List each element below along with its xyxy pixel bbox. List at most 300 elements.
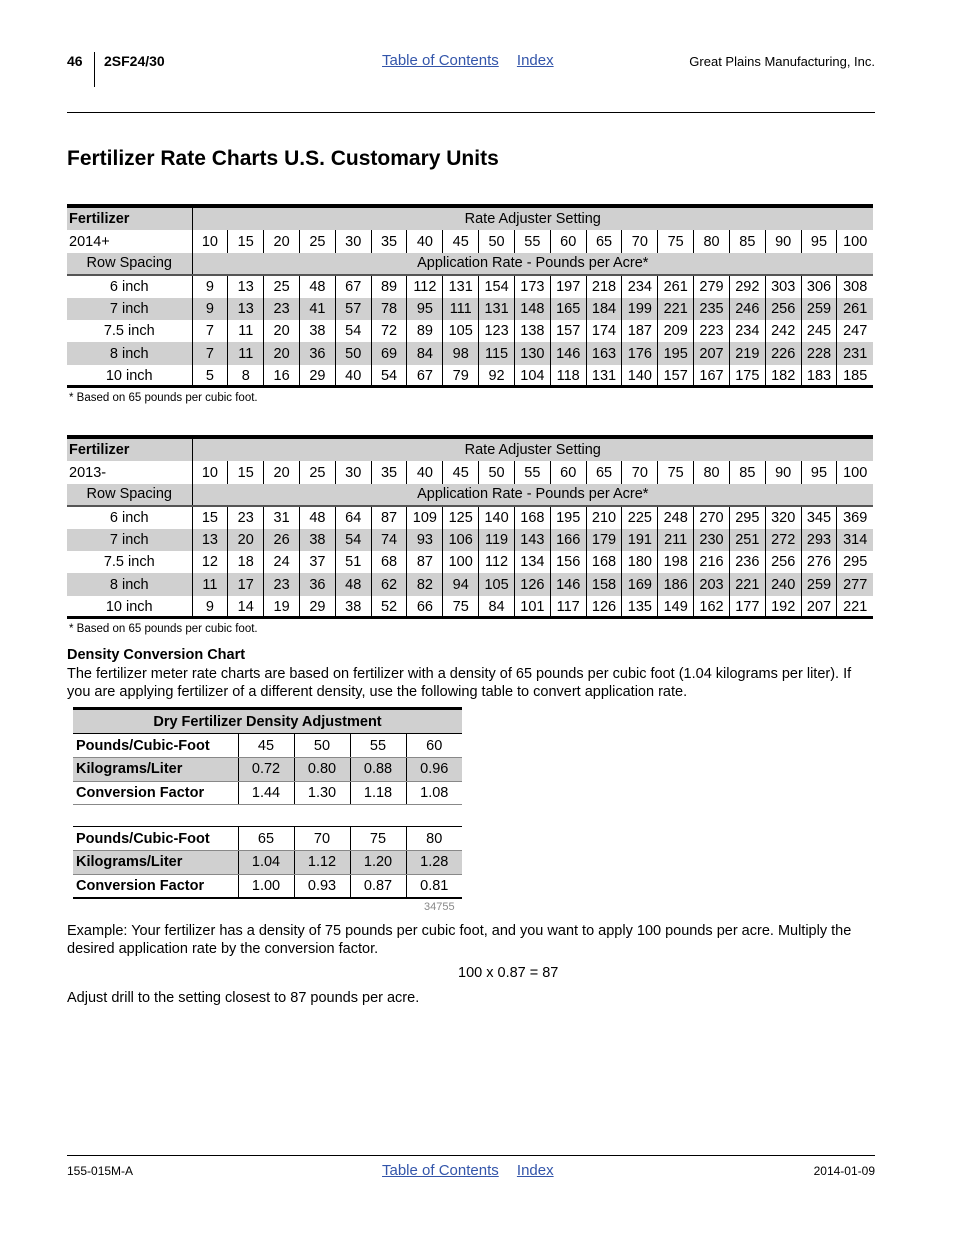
rate-setting: 35 <box>371 461 407 483</box>
rate-setting: 30 <box>335 230 371 252</box>
rate-cell: 218 <box>586 275 622 297</box>
table-row <box>73 851 462 875</box>
rate-cell: 12 <box>192 551 228 573</box>
rate-setting: 15 <box>228 230 264 252</box>
density-table-title: Dry Fertilizer Density Adjustment <box>73 710 462 734</box>
rate-setting: 90 <box>765 461 801 483</box>
footer-rule <box>67 1155 875 1156</box>
rate-cell: 173 <box>514 275 550 297</box>
table-row <box>67 551 873 573</box>
rate-setting: 10 <box>192 461 228 483</box>
rate-cell: 277 <box>837 573 873 595</box>
footer-toc-link[interactable]: Table of Contents <box>382 1162 499 1179</box>
rate-cell: 154 <box>479 275 515 297</box>
corner-label: Fertilizer <box>67 208 192 230</box>
table-row <box>67 275 873 297</box>
rate-cell: 79 <box>443 365 479 387</box>
figure-number: 34755 <box>424 901 455 913</box>
density-cell: 70 <box>294 827 350 851</box>
rate-setting: 70 <box>622 461 658 483</box>
table-row <box>73 781 462 805</box>
density-cell: 1.04 <box>238 851 294 875</box>
rate-cell: 261 <box>837 298 873 320</box>
rate-cell: 295 <box>729 506 765 528</box>
rate-cell: 146 <box>550 573 586 595</box>
table-row <box>73 827 462 851</box>
rate-cell: 242 <box>765 320 801 342</box>
rate-cell: 13 <box>228 298 264 320</box>
rate-cell: 203 <box>694 573 730 595</box>
rate-setting: 30 <box>335 461 371 483</box>
rate-cell: 126 <box>586 596 622 618</box>
rate-cell: 167 <box>694 365 730 387</box>
rate-setting: 85 <box>729 230 765 252</box>
density-cell: 1.12 <box>294 851 350 875</box>
rate-cell: 23 <box>264 573 300 595</box>
rate-cell: 106 <box>443 529 479 551</box>
rate-setting: 45 <box>443 461 479 483</box>
rate-setting: 40 <box>407 230 443 252</box>
rate-cell: 195 <box>550 506 586 528</box>
rate-setting: 70 <box>622 230 658 252</box>
rate-cell: 146 <box>550 342 586 364</box>
density-cell: 0.88 <box>350 758 406 782</box>
density-cell: 45 <box>238 734 294 758</box>
rate-cell: 156 <box>550 551 586 573</box>
density-cell: 80 <box>406 827 462 851</box>
rate-cell: 82 <box>407 573 443 595</box>
rate-setting: 15 <box>228 461 264 483</box>
page-header <box>67 50 875 90</box>
rate-cell: 163 <box>586 342 622 364</box>
rate-setting: 50 <box>479 461 515 483</box>
rate-cell: 54 <box>371 365 407 387</box>
row-spacing-label: Row Spacing <box>67 484 192 506</box>
rate-cell: 92 <box>479 365 515 387</box>
density-cell: 1.28 <box>406 851 462 875</box>
rate-cell: 37 <box>299 551 335 573</box>
rate-cell: 26 <box>264 529 300 551</box>
density-cell: 1.20 <box>350 851 406 875</box>
rate-setting: 85 <box>729 461 765 483</box>
rate-cell: 50 <box>335 342 371 364</box>
table-row <box>67 365 873 387</box>
rate-cell: 118 <box>550 365 586 387</box>
index-link[interactable]: Index <box>516 52 554 69</box>
rate-cell: 23 <box>228 506 264 528</box>
rate-setting: 90 <box>765 230 801 252</box>
rate-cell: 191 <box>622 529 658 551</box>
rate-setting: 25 <box>299 461 335 483</box>
table-row <box>73 734 462 758</box>
density-cell: 75 <box>350 827 406 851</box>
table1-footnote: * Based on 65 pounds per cubic foot. <box>69 392 258 404</box>
rate-cell: 210 <box>586 506 622 528</box>
table-row <box>67 506 873 528</box>
rate-setting: 35 <box>371 230 407 252</box>
rate-cell: 126 <box>514 573 550 595</box>
rate-cell: 93 <box>407 529 443 551</box>
rate-cell: 187 <box>622 320 658 342</box>
rate-cell: 195 <box>658 342 694 364</box>
rate-cell: 54 <box>335 529 371 551</box>
row-spacing: 6 inch <box>109 278 149 295</box>
rate-cell: 38 <box>299 529 335 551</box>
rate-cell: 231 <box>837 342 873 364</box>
rate-cell: 182 <box>765 365 801 387</box>
rate-setting: 20 <box>264 461 300 483</box>
rate-cell: 198 <box>658 551 694 573</box>
rate-cell: 20 <box>228 529 264 551</box>
rate-cell: 7 <box>192 342 228 364</box>
rate-cell: 234 <box>622 275 658 297</box>
density-cell: 0.72 <box>238 758 294 782</box>
rate-cell: 221 <box>658 298 694 320</box>
rate-cell: 245 <box>801 320 837 342</box>
rate-cell: 272 <box>765 529 801 551</box>
header-divider <box>94 52 95 87</box>
rate-cell: 303 <box>765 275 801 297</box>
rate-cell: 20 <box>264 342 300 364</box>
rate-setting: 75 <box>658 461 694 483</box>
rate-cell: 105 <box>443 320 479 342</box>
table-row <box>73 874 462 898</box>
rate-cell: 308 <box>837 275 873 297</box>
rate-cell: 184 <box>586 298 622 320</box>
rate-cell: 168 <box>514 506 550 528</box>
rate-cell: 13 <box>192 529 228 551</box>
rate-cell: 320 <box>765 506 801 528</box>
rate-cell: 66 <box>407 596 443 618</box>
rate-cell: 131 <box>586 365 622 387</box>
density-cell: 65 <box>238 827 294 851</box>
rate-cell: 165 <box>550 298 586 320</box>
table-row <box>67 342 873 364</box>
rate-setting: 75 <box>658 230 694 252</box>
rate-cell: 168 <box>586 551 622 573</box>
density-cell: 60 <box>406 734 462 758</box>
rate-cell: 67 <box>335 275 371 297</box>
rate-cell: 197 <box>550 275 586 297</box>
rate-cell: 104 <box>514 365 550 387</box>
rate-cell: 15 <box>192 506 228 528</box>
rate-cell: 78 <box>371 298 407 320</box>
rate-cell: 24 <box>264 551 300 573</box>
rate-cell: 314 <box>837 529 873 551</box>
rate-table-2013 <box>67 439 873 618</box>
application-rate-header: Application Rate - Pounds per Acre* <box>192 484 873 506</box>
rate-setting: 50 <box>479 230 515 252</box>
row-spacing: 7 inch <box>67 298 192 320</box>
table-row <box>67 529 873 551</box>
rate-cell: 235 <box>694 298 730 320</box>
rate-cell: 199 <box>622 298 658 320</box>
density-cell: 1.44 <box>238 781 294 805</box>
rate-cell: 7 <box>192 320 228 342</box>
rate-cell: 240 <box>765 573 801 595</box>
rate-cell: 176 <box>622 342 658 364</box>
rate-setting: 55 <box>514 461 550 483</box>
footer-index-link[interactable]: Index <box>516 1162 554 1179</box>
rate-cell: 125 <box>443 506 479 528</box>
rate-cell: 105 <box>479 573 515 595</box>
rate-cell: 345 <box>801 506 837 528</box>
rate-cell: 74 <box>371 529 407 551</box>
rate-cell: 9 <box>192 275 228 297</box>
page-title: Fertilizer Rate Charts U.S. Customary Units <box>67 147 499 170</box>
rate-cell: 306 <box>801 275 837 297</box>
rate-cell: 20 <box>264 320 300 342</box>
rate-setting: 65 <box>586 230 622 252</box>
row-spacing: 8 inch <box>67 342 192 364</box>
rate-cell: 228 <box>801 342 837 364</box>
rate-setting: 20 <box>264 230 300 252</box>
rate-cell: 174 <box>586 320 622 342</box>
row-spacing-label: Row Spacing <box>67 253 192 275</box>
company-name: Great Plains Manufacturing, Inc. <box>689 54 875 69</box>
rate-setting: 60 <box>550 230 586 252</box>
toc-link[interactable]: Table of Contents <box>382 52 499 69</box>
rate-cell: 84 <box>479 596 515 618</box>
density-cell: 55 <box>350 734 406 758</box>
rate-cell: 207 <box>694 342 730 364</box>
page-number: 46 <box>67 53 83 69</box>
rate-cell: 17 <box>228 573 264 595</box>
table-row <box>67 596 873 618</box>
row-spacing: 7.5 inch <box>103 554 155 571</box>
header-rule <box>67 112 875 113</box>
application-rate-header: Application Rate - Pounds per Acre* <box>192 253 873 275</box>
rate-cell: 130 <box>514 342 550 364</box>
row-spacing: 7 inch <box>67 529 192 551</box>
rate-setting: 40 <box>407 461 443 483</box>
rate-cell: 162 <box>694 596 730 618</box>
rate-cell: 25 <box>264 275 300 297</box>
rate-cell: 135 <box>622 596 658 618</box>
rate-cell: 177 <box>729 596 765 618</box>
rate-cell: 62 <box>371 573 407 595</box>
rate-cell: 207 <box>801 596 837 618</box>
rate-cell: 148 <box>514 298 550 320</box>
rate-cell: 211 <box>658 529 694 551</box>
rate-cell: 13 <box>228 275 264 297</box>
density-cell: 0.93 <box>294 874 350 898</box>
rate-cell: 276 <box>801 551 837 573</box>
density-cell: 1.00 <box>238 874 294 898</box>
rate-cell: 223 <box>694 320 730 342</box>
rate-cell: 226 <box>765 342 801 364</box>
rate-cell: 112 <box>479 551 515 573</box>
rate-cell: 293 <box>801 529 837 551</box>
rate-cell: 259 <box>801 573 837 595</box>
density-row-label: Kilograms/Liter <box>73 758 238 782</box>
rate-adjuster-header: Rate Adjuster Setting <box>192 208 873 230</box>
corner-label: Fertilizer <box>67 439 192 461</box>
rate-setting: 55 <box>514 230 550 252</box>
rate-cell: 9 <box>192 596 228 618</box>
table-row <box>67 298 873 320</box>
rate-cell: 109 <box>407 506 443 528</box>
rate-cell: 84 <box>407 342 443 364</box>
rate-cell: 67 <box>407 365 443 387</box>
rate-cell: 221 <box>837 596 873 618</box>
rate-cell: 9 <box>192 298 228 320</box>
rate-cell: 270 <box>694 506 730 528</box>
table-row <box>67 573 873 595</box>
doc-number: 155-015M-A <box>67 1164 134 1178</box>
rate-cell: 369 <box>837 506 873 528</box>
rate-cell: 261 <box>658 275 694 297</box>
rate-cell: 29 <box>299 596 335 618</box>
rate-cell: 16 <box>264 365 300 387</box>
rate-cell: 158 <box>586 573 622 595</box>
rate-cell: 134 <box>514 551 550 573</box>
rate-cell: 131 <box>443 275 479 297</box>
rate-cell: 117 <box>550 596 586 618</box>
table-row <box>67 320 873 342</box>
doc-date: 2014-01-09 <box>813 1164 875 1178</box>
rate-cell: 14 <box>228 596 264 618</box>
rate-setting: 45 <box>443 230 479 252</box>
density-cell: 1.08 <box>406 781 462 805</box>
density-cell: 0.87 <box>350 874 406 898</box>
rate-setting: 100 <box>837 461 873 483</box>
conclusion-paragraph: Adjust drill to the setting closest to 87 pounds per acre. <box>67 990 420 1006</box>
header-nav <box>382 52 568 69</box>
rate-adjuster-header: Rate Adjuster Setting <box>192 439 873 461</box>
rate-cell: 87 <box>371 506 407 528</box>
rate-cell: 41 <box>299 298 335 320</box>
rate-cell: 23 <box>264 298 300 320</box>
rate-cell: 169 <box>622 573 658 595</box>
density-cell: 1.18 <box>350 781 406 805</box>
rate-cell: 247 <box>837 320 873 342</box>
rate-cell: 40 <box>335 365 371 387</box>
rate-cell: 89 <box>407 320 443 342</box>
rate-cell: 157 <box>658 365 694 387</box>
footer-nav <box>382 1162 568 1179</box>
density-row-label: Conversion Factor <box>73 781 238 805</box>
rate-cell: 29 <box>299 365 335 387</box>
rate-cell: 111 <box>443 298 479 320</box>
rate-cell: 100 <box>443 551 479 573</box>
density-row-label: Kilograms/Liter <box>73 851 238 875</box>
density-row-label: Conversion Factor <box>73 874 238 898</box>
rate-cell: 179 <box>586 529 622 551</box>
rate-cell: 48 <box>299 275 335 297</box>
rate-cell: 11 <box>192 573 228 595</box>
rate-cell: 216 <box>694 551 730 573</box>
rate-cell: 68 <box>371 551 407 573</box>
rate-cell: 123 <box>479 320 515 342</box>
density-table-1 <box>73 734 462 805</box>
rate-cell: 279 <box>694 275 730 297</box>
rate-cell: 221 <box>729 573 765 595</box>
rate-cell: 57 <box>335 298 371 320</box>
rate-cell: 36 <box>299 342 335 364</box>
rate-setting: 25 <box>299 230 335 252</box>
rate-cell: 292 <box>729 275 765 297</box>
rate-cell: 38 <box>335 596 371 618</box>
rate-cell: 183 <box>801 365 837 387</box>
rate-cell: 52 <box>371 596 407 618</box>
rate-setting: 100 <box>837 230 873 252</box>
rate-cell: 140 <box>479 506 515 528</box>
rate-cell: 64 <box>335 506 371 528</box>
rate-cell: 119 <box>479 529 515 551</box>
rate-cell: 112 <box>407 275 443 297</box>
year-label: 2014+ <box>69 233 110 250</box>
density-cell: 50 <box>294 734 350 758</box>
rate-cell: 5 <box>192 365 228 387</box>
rate-cell: 246 <box>729 298 765 320</box>
rate-cell: 251 <box>729 529 765 551</box>
rate-cell: 185 <box>837 365 873 387</box>
density-table-bottom-border <box>73 897 462 899</box>
rate-cell: 51 <box>335 551 371 573</box>
rate-cell: 38 <box>299 320 335 342</box>
density-cell: 1.30 <box>294 781 350 805</box>
rate-cell: 94 <box>443 573 479 595</box>
rate-setting: 80 <box>694 461 730 483</box>
rate-cell: 256 <box>765 298 801 320</box>
rate-cell: 225 <box>622 506 658 528</box>
rate-setting: 65 <box>586 461 622 483</box>
rate-cell: 259 <box>801 298 837 320</box>
rate-cell: 166 <box>550 529 586 551</box>
rate-setting: 10 <box>192 230 228 252</box>
density-cell: 0.96 <box>406 758 462 782</box>
rate-cell: 230 <box>694 529 730 551</box>
rate-setting: 60 <box>550 461 586 483</box>
rate-cell: 11 <box>228 342 264 364</box>
table2-bottom-border <box>67 616 873 619</box>
density-table-2 <box>73 827 462 898</box>
rate-cell: 192 <box>765 596 801 618</box>
density-intro: The fertilizer meter rate charts are based on fertilizer with a density of 65 pounds per cubic foot (1.04 kilograms per liter). If you are applying fertilizer of a different density, use the following table to convert application rate. <box>67 666 852 700</box>
rate-cell: 186 <box>658 573 694 595</box>
rate-setting: 95 <box>801 230 837 252</box>
rate-cell: 256 <box>765 551 801 573</box>
row-spacing: 8 inch <box>67 573 192 595</box>
rate-cell: 72 <box>371 320 407 342</box>
row-spacing: 10 inch <box>105 367 153 384</box>
rate-cell: 98 <box>443 342 479 364</box>
row-spacing: 7.5 inch <box>103 323 155 340</box>
density-cell: 0.80 <box>294 758 350 782</box>
example-equation: 100 x 0.87 = 87 <box>458 965 559 981</box>
rate-cell: 18 <box>228 551 264 573</box>
rate-cell: 19 <box>264 596 300 618</box>
rate-cell: 8 <box>228 365 264 387</box>
rate-cell: 180 <box>622 551 658 573</box>
year-label: 2013- <box>69 464 107 481</box>
table-row <box>73 758 462 782</box>
rate-cell: 295 <box>837 551 873 573</box>
rate-cell: 219 <box>729 342 765 364</box>
rate-cell: 69 <box>371 342 407 364</box>
rate-cell: 31 <box>264 506 300 528</box>
row-spacing: 6 inch <box>109 509 149 526</box>
rate-setting: 95 <box>801 461 837 483</box>
rate-cell: 140 <box>622 365 658 387</box>
rate-cell: 36 <box>299 573 335 595</box>
rate-cell: 149 <box>658 596 694 618</box>
rate-cell: 54 <box>335 320 371 342</box>
rate-cell: 11 <box>228 320 264 342</box>
rate-cell: 236 <box>729 551 765 573</box>
rate-cell: 157 <box>550 320 586 342</box>
